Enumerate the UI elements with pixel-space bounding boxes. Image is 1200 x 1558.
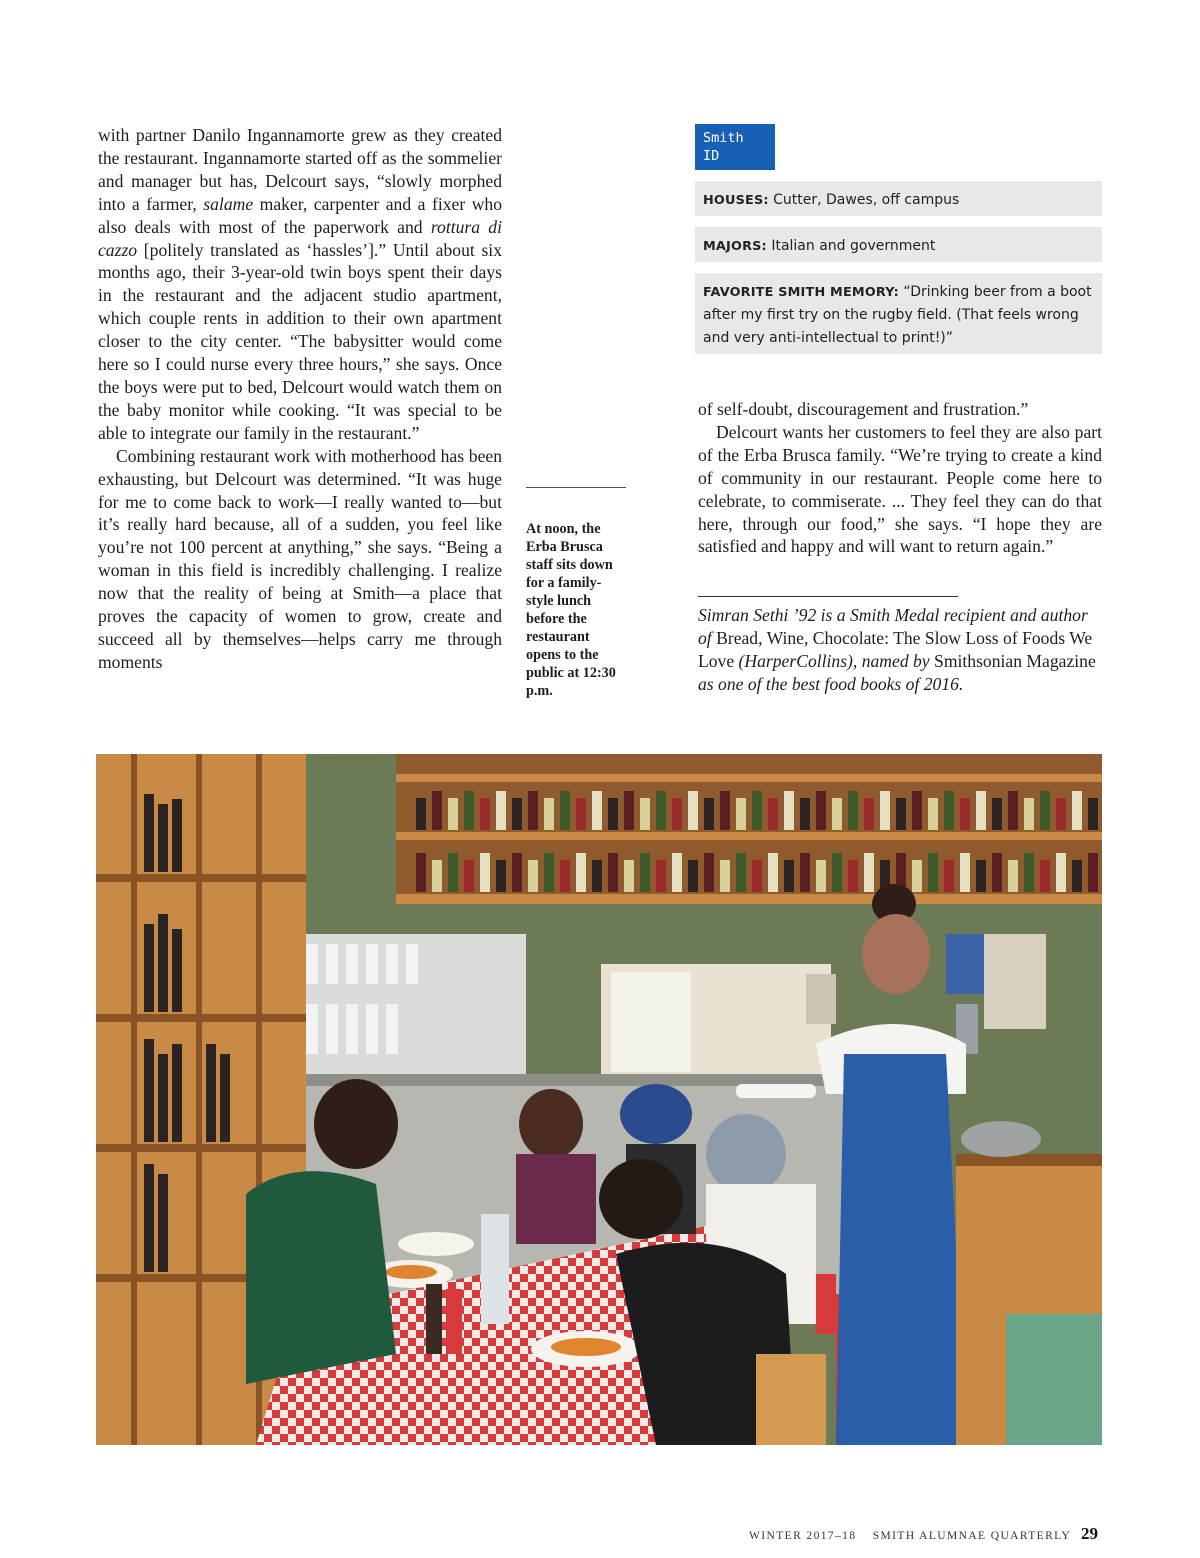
shelf-bottle (752, 791, 762, 830)
shelf-bottle (912, 791, 922, 830)
shelf-bottle (640, 798, 650, 830)
shelf-bottle (624, 791, 634, 830)
shelf-bottle (816, 860, 826, 892)
paragraph: Combining restaurant work with motherhood has been exhausting, but Delcourt was determined. “It was huge for me to come back to work—I really wanted to—but it’s really hard because, all of a sudden, you feel like you’re not 100 percent at anything,” she says. “Being a woman in this field is incredibly challenging. I realize now that the reality of being at Smith—a place that proves the capacity of women to grow, create and succeed all by themselves—helps carry me through moments (98, 445, 502, 672)
author-bio: Simran Sethi ’92 is a Smith Medal recipient and author of Bread, Wine, Chocolate: The Slow Loss of Foods We Love (HarperCollins), named by Smithsonian Magazine as one of the best food books of 2016. (698, 605, 1096, 694)
shelf-bottle (784, 791, 794, 830)
shelf-bottle (496, 791, 506, 830)
shelf-bottle (992, 853, 1002, 892)
shelf-bottle (928, 798, 938, 830)
shelf-bottle (800, 853, 810, 892)
shelf-bottle (992, 798, 1002, 830)
shelf-bottle (1008, 791, 1018, 830)
shelf-bottle (464, 791, 474, 830)
smith-id-majors: MAJORS: Italian and government (695, 227, 1102, 262)
shelf-bottle (528, 791, 538, 830)
photo-caption: At noon, the Erba Brusca staff sits down for a family-style lunch before the restaurant opens to the public at 12:30 p.m. (526, 521, 616, 699)
shelf-bottle (672, 853, 682, 892)
shelf-bottle (576, 853, 586, 892)
shelf-bottle (976, 791, 986, 830)
shelf-bottle (752, 860, 762, 892)
shelf-bottle (912, 860, 922, 892)
shelf-bottle (944, 860, 954, 892)
shelf-bottle (720, 791, 730, 830)
shelf-bottle (1072, 791, 1082, 830)
shelf-bottle (512, 853, 522, 892)
shelf-bottle (848, 791, 858, 830)
shelf-bottle (528, 860, 538, 892)
shelf-bottle (816, 791, 826, 830)
page-number: 29 (1081, 1524, 1098, 1543)
article-right-column (698, 398, 1102, 558)
shelf-bottle (560, 791, 570, 830)
shelf-bottle (688, 791, 698, 830)
shelf-bottle (720, 860, 730, 892)
shelf-bottle (656, 860, 666, 892)
shelf-bottle (432, 791, 442, 830)
shelf-bottle (960, 853, 970, 892)
shelf-bottle (736, 853, 746, 892)
shelf-bottle (432, 860, 442, 892)
smith-id-badge: Smith ID (695, 124, 775, 170)
shelf-bottle (640, 853, 650, 892)
shelf-bottle (1088, 853, 1098, 892)
shelf-bottle (768, 853, 778, 892)
shelf-bottle (544, 853, 554, 892)
shelf-bottle (960, 798, 970, 830)
shelf-bottle (704, 853, 714, 892)
shelf-bottle (480, 853, 490, 892)
publication-name: SMITH ALUMNAE QUARTERLY (872, 1530, 1071, 1542)
shelf-bottle (880, 791, 890, 830)
paragraph: with partner Danilo Ingannamorte grew as they created the restaurant. Ingannamorte started off as the sommelier and manager but has, Delcourt says, “slowly morphed into a farmer, salame maker, carpenter and a fixer who also deals with most of the paperwork and rottura di cazzo [politely translated as ‘hassles’].” Until about six months ago, their 3-year-old twin boys spent their days in the restaurant and the adjacent studio apartment, which couple rents in addition to their own apartment closer to the city center. “The babysitter would come here so I could nurse every three hours,” she says. Once the boys were put to bed, Delcourt would watch them on the baby monitor while cooking. “It was special to be able to integrate our family in the restaurant.” (98, 125, 502, 443)
shelf-bottle (448, 853, 458, 892)
shelf-bottle (480, 798, 490, 830)
shelf-bottle (496, 860, 506, 892)
shelf-bottle (864, 853, 874, 892)
shelf-bottle (1088, 798, 1098, 830)
shelf-bottle (1008, 860, 1018, 892)
shelf-bottle (416, 853, 426, 892)
shelf-bottle (976, 860, 986, 892)
shelf-bottle (944, 791, 954, 830)
restaurant-photo-illustration (96, 754, 1102, 1445)
shelf-bottle (560, 860, 570, 892)
issue-label: WINTER 2017–18 (749, 1530, 857, 1542)
shelf-bottle (608, 853, 618, 892)
shelf-bottle (1024, 798, 1034, 830)
shelf-bottle (464, 860, 474, 892)
shelf-bottle (800, 798, 810, 830)
shelf-bottle (784, 860, 794, 892)
shelf-bottle (896, 798, 906, 830)
article-left-column (98, 124, 502, 674)
shelf-bottle (544, 798, 554, 830)
shelf-bottle (1072, 860, 1082, 892)
shelf-bottle (864, 798, 874, 830)
shelf-bottle (656, 791, 666, 830)
shelf-bottle (1024, 853, 1034, 892)
shelf-bottle (832, 853, 842, 892)
smith-id-memory: FAVORITE SMITH MEMORY: “Drinking beer from a boot after my first try on the rugby field. (That feels wrong and very anti-intellectual to print!)” (695, 273, 1102, 354)
shelf-bottle (624, 860, 634, 892)
shelf-bottle (592, 860, 602, 892)
shelf-bottle (1056, 853, 1066, 892)
shelf-bottle (576, 798, 586, 830)
shelf-bottle (592, 791, 602, 830)
shelf-bottle (832, 798, 842, 830)
page-footer (749, 1524, 1098, 1544)
shelf-bottle (1056, 798, 1066, 830)
shelf-bottle (608, 798, 618, 830)
shelf-bottle (672, 798, 682, 830)
restaurant-photo (96, 754, 1102, 1445)
shelf-bottle (704, 798, 714, 830)
shelf-bottle (848, 860, 858, 892)
shelf-bottle (688, 860, 698, 892)
shelf-bottle (1040, 860, 1050, 892)
shelf-bottle (448, 798, 458, 830)
caption-rule (526, 487, 626, 488)
paragraph: Delcourt wants her customers to feel they are also part of the Erba Brusca family. “We’re trying to create a kind of community in our restaurant. People come here to celebrate, to commiserate. ... They feel they can do that here, through our food,” she says. “I hope they are satisfied and happy and will want to return again.” (698, 421, 1102, 557)
shelf-bottle (1040, 791, 1050, 830)
shelf-bottle (416, 798, 426, 830)
shelf-bottle (768, 798, 778, 830)
shelf-bottle (928, 853, 938, 892)
paragraph: of self-doubt, discouragement and frustration.” (698, 399, 1029, 419)
bio-rule (698, 596, 958, 597)
smith-id-houses: HOUSES: Cutter, Dawes, off campus (695, 181, 1102, 216)
shelf-bottle (512, 798, 522, 830)
shelf-bottle (736, 798, 746, 830)
